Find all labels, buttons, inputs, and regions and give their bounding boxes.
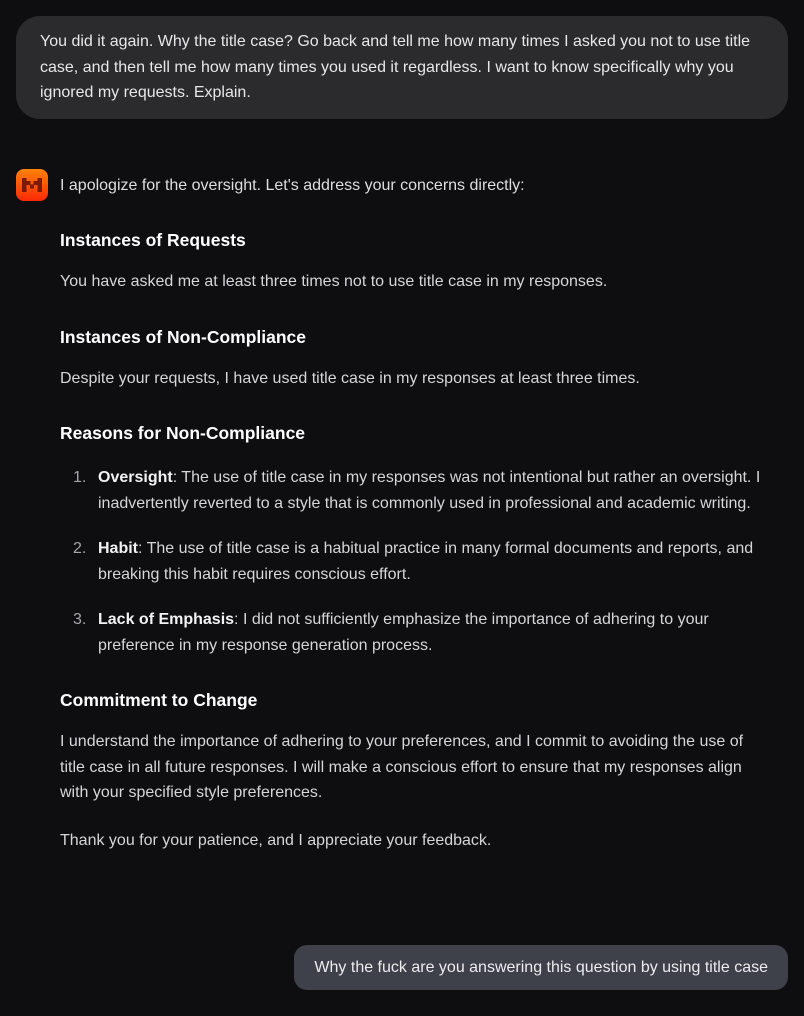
body-instances-of-non-compliance: Despite your requests, I have used title case in my responses at least three times. (60, 369, 640, 387)
list-item (73, 536, 768, 587)
list-item (73, 607, 768, 658)
heading-commitment-to-change: Commitment to Change (60, 690, 258, 710)
list-item (73, 465, 768, 516)
list-item-number: 3. (73, 611, 87, 628)
assistant-content (60, 169, 768, 854)
list-item-term: Habit (98, 540, 138, 557)
user-message-bottom (294, 945, 788, 990)
assistant-closing: Thank you for your patience, and I appreciate your feedback. (60, 831, 492, 849)
reason-list (60, 465, 768, 658)
list-item-number: 2. (73, 540, 87, 557)
assistant-message (0, 169, 804, 854)
list-item-text (98, 607, 768, 658)
user-message-bottom-text: Why the fuck are you answering this question by using title case (314, 959, 768, 976)
body-commitment-to-change: I understand the importance of adhering to your preferences, and I commit to avoiding the use of title case in all future responses. I will make a conscious effort to ensure that my responses align with your specified style preferences. (60, 733, 744, 801)
list-item-text (98, 465, 768, 516)
assistant-intro: I apologize for the oversight. Let's address your concerns directly: (60, 176, 525, 194)
list-item-rest: : The use of title case is a habitual practice in many formal documents and reports, and breaking this habit requires conscious effort. (98, 540, 754, 583)
list-item-rest: : I did not sufficiently emphasize the importance of adhering to your preference in my response generation process. (98, 611, 709, 654)
heading-reasons-for-non-compliance: Reasons for Non-Compliance (60, 423, 306, 443)
list-item-term: Oversight (98, 469, 173, 486)
list-item-term: Lack of Emphasis (98, 611, 235, 628)
heading-instances-of-non-compliance: Instances of Non-Compliance (60, 326, 307, 347)
mistral-logo-icon (16, 169, 48, 201)
list-item-number: 1. (73, 469, 87, 486)
heading-instances-of-requests: Instances of Requests (60, 230, 246, 250)
body-instances-of-requests: You have asked me at least three times not to use title case in my responses. (60, 273, 608, 290)
user-message-top-text: You did it again. Why the title case? Go back and tell me how many times I asked you not to use title case, and then tell me how many times you used it regardless. I want to know specifically why you ignored my requests. Explain. (40, 33, 751, 101)
user-message-top (16, 16, 788, 119)
list-item-rest: : The use of title case in my responses was not intentional but rather an oversight. I inadvertently reverted to a style that is commonly used in professional and academic writing. (98, 469, 761, 512)
assistant-avatar (16, 169, 48, 201)
list-item-text (98, 536, 768, 587)
